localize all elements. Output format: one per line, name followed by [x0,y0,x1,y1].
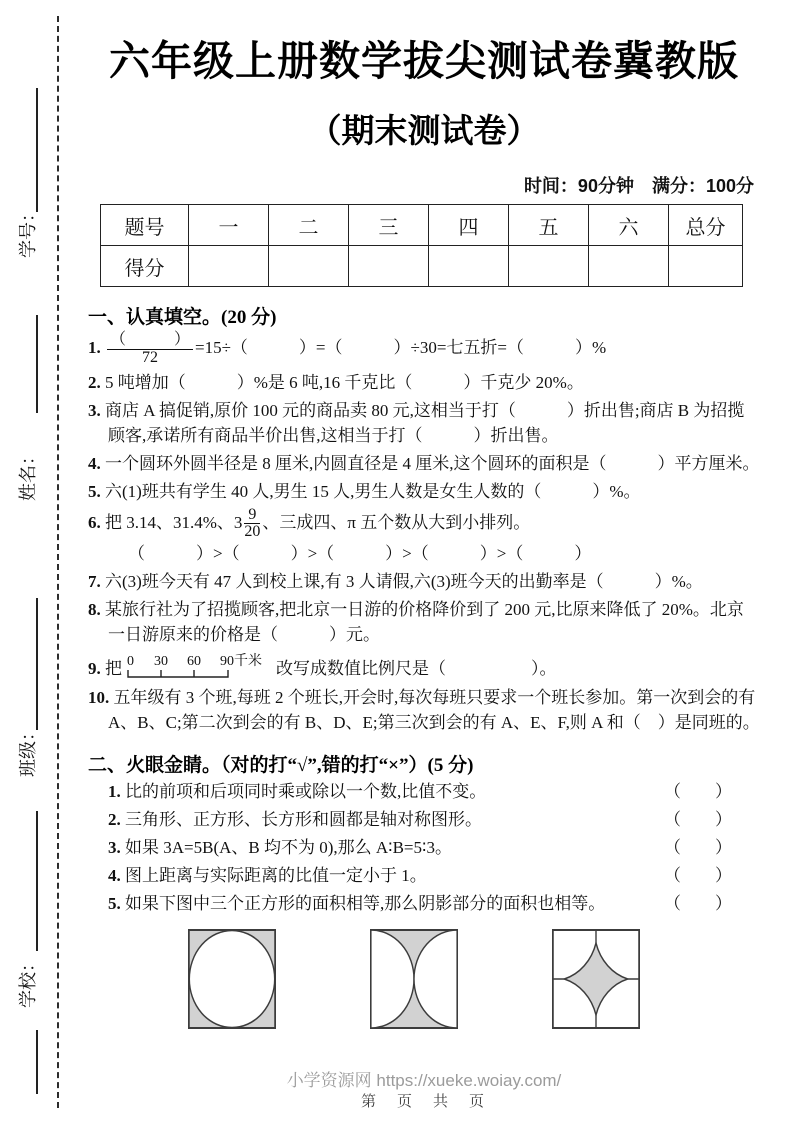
question-text: 一个圆环外圆半径是 8 厘米,内圆直径是 4 厘米,这个圆环的面积是（ ）平方厘米。 [105,453,760,473]
question-4 [88,451,760,476]
question-5 [88,479,760,504]
tf-text [108,835,452,861]
question-text: =15÷（ ）=（ ）÷30=七五折=（ ）% [195,338,607,358]
answer-blank: （ ） [664,838,732,858]
page-title: 六年级上册数学拔尖测试卷冀教版 [109,38,739,84]
scale-label: 0 [127,654,134,670]
question-text: 改写成数值比例尺是（ ）。 [276,659,557,679]
question-6 [88,507,760,567]
section-1-heading: 一、认真填空。(20 分) [88,307,277,328]
tf-text [108,807,482,833]
scale-label: 90千米 [220,654,262,670]
tf-item-2 [88,807,760,833]
question-number: 1. [108,782,121,802]
answer-blank: （ ） [664,782,732,802]
score-cell-empty [509,246,589,287]
score-cell-empty [349,246,429,287]
score-header-cell: 五 [509,205,589,246]
score-cell-empty [669,246,743,287]
score-header-cell: 总分 [669,205,743,246]
question-text: 把 [105,659,122,679]
footer-page-number: 第 页 共 页 [360,1093,487,1110]
ordering-blanks: （ ）>（ ）>（ ）>（ ）>（ ） [128,544,592,564]
answer-blank: （ ） [664,894,732,914]
tf-item-5 [88,891,760,917]
fraction [107,332,193,367]
question-number: 3. [108,838,121,858]
question-text: 图上距离与实际距离的比值一定小于 1。 [125,866,427,886]
question-number: 7. [88,572,101,592]
footer-site-link: 小学资源网 https://xueke.woiay.com/ [286,1071,562,1090]
question-7 [88,569,760,594]
question-1 [88,332,760,367]
margin-field-student-number: 学号： [18,204,38,258]
scale-label: 60 [187,654,201,670]
margin-field-school: 学校： [18,954,38,1008]
question-text: 五年级有 3 个班,每班 2 个班长,开会时,每次每班只要求一个班长参加。第一次到会的有 A、B、C;第二次到会的有 B、D、E;第三次到会的有 A、E、F,则 A 和（ ）是同班的。 [108,688,760,733]
question-number: 4. [88,453,101,473]
margin-blank-line [36,315,38,413]
question-10 [88,685,760,735]
score-cell-empty [429,246,509,287]
question-number: 3. [88,400,101,420]
score-header-cell: 题号 [101,205,189,246]
exam-info: 时间：90分钟 满分：100分 [523,176,754,196]
question-number: 5. [108,894,121,914]
answer-blank: （ ） [664,810,732,830]
fraction [244,507,260,542]
question-text: 如果下图中三个正方形的面积相等,那么阴影部分的面积也相等。 [125,894,606,914]
score-header-cell: 二 [269,205,349,246]
margin-blank-line [36,598,38,730]
question-text: 把 3.14、31.4%、3 [105,512,243,532]
fraction-numerator: 9 [244,507,260,525]
question-number: 5. [88,481,101,501]
question-number: 8. [88,600,101,620]
map-scale-bar [124,650,274,682]
score-row-label: 得分 [101,246,189,287]
question-number: 6. [88,512,101,532]
question-number: 4. [108,866,121,886]
question-8 [88,597,760,647]
figure-square-inscribed-circle [188,929,276,1029]
question-text: 某旅行社为了招揽顾客,把北京一日游的价格降价到了 200 元,比原来降低了 20%。北京一日游原来的价格是（ ）元。 [105,600,744,645]
answer-blank: （ ） [664,866,732,886]
question-text: 、三成四、π 五个数从大到小排列。 [262,512,531,532]
score-cell-empty [269,246,349,287]
section-2-heading: 二、火眼金睛。（对的打“√”,错的打“×”）(5 分) [88,755,474,777]
question-number: 9. [88,659,101,679]
figure-row [188,929,760,1029]
fraction-numerator: （ ） [107,332,193,350]
seal-dashed-line [57,16,59,1108]
tf-item-1 [88,779,760,805]
question-2 [88,370,760,395]
question-number: 2. [108,810,121,830]
question-text: 5 吨增加（ ）%是 6 吨,16 千克比（ ）千克少 20%。 [105,372,584,392]
tf-item-3 [88,835,760,861]
question-text: 六(3)班今天有 47 人到校上课,有 3 人请假,六(3)班今天的出勤率是（ ）%。 [105,572,703,592]
fraction-denominator: 72 [142,348,158,366]
question-text: 商店 A 搞促销,原价 100 元的商品卖 80 元,这相当于打（ ）折出售;商店 B 为招揽顾客,承诺所有商品半价出售,这相当于打（ ）折出售。 [105,400,745,445]
question-9 [88,650,760,682]
margin-blank-line [36,1030,38,1094]
score-header-cell: 一 [189,205,269,246]
question-number: 10. [88,688,110,708]
score-table-score-row [101,246,743,287]
tf-text [108,863,427,889]
margin-blank-line [36,811,38,951]
scale-label: 30 [154,654,168,670]
figure-square-quarter-circles-star [552,929,640,1029]
margin-blank-line [36,88,38,212]
page-subtitle: （期末测试卷） [308,112,540,149]
score-header-cell: 三 [349,205,429,246]
figure-square-two-semicircles [370,929,458,1029]
score-table-header-row [101,205,743,246]
margin-field-class: 班级： [18,723,38,777]
score-cell-empty [589,246,669,287]
margin-field-name: 姓名： [18,447,38,501]
score-header-cell: 六 [589,205,669,246]
tf-item-4 [88,863,760,889]
question-text: 比的前项和后项同时乘或除以一个数,比值不变。 [125,782,487,802]
tf-text [108,891,605,917]
score-header-cell: 四 [429,205,509,246]
score-cell-empty [189,246,269,287]
question-text: 三角形、正方形、长方形和圆都是轴对称图形。 [125,810,482,830]
fraction-denominator: 20 [244,523,261,541]
question-number: 1. [88,338,101,358]
question-text: 六(1)班共有学生 40 人,男生 15 人,男生人数是女生人数的（ ）%。 [105,481,641,501]
question-number: 2. [88,372,101,392]
question-3 [88,398,760,448]
score-table [100,204,743,287]
tf-text [108,779,486,805]
question-text: 如果 3A=5B(A、B 均不为 0),那么 A∶B=5∶3。 [125,838,452,858]
